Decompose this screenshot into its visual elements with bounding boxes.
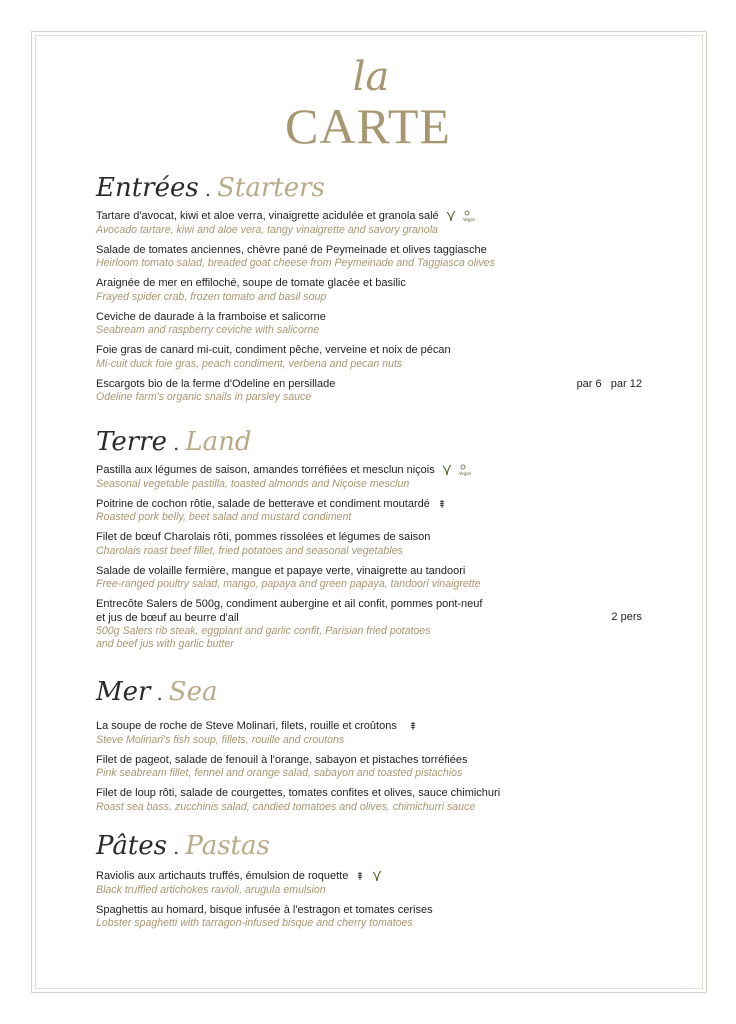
item-name-en: Steve Molinari's fish soup, fillets, rouille and croutons (96, 733, 345, 746)
menu-item (96, 498, 656, 525)
item-name-fr: Escargots bio de la ferme d'Odeline en persillade (96, 377, 336, 390)
item-name-fr: Raviolis aux artichauts truffés, émulsion de roquette (96, 870, 656, 884)
vegan-badge-label: Vegan (462, 217, 475, 223)
menu-item (96, 565, 656, 592)
menu-item (96, 904, 656, 931)
item-name-en: Free-ranged poultry salad, mango, papaya and green papaya, tandoori vinaigrette (96, 578, 481, 590)
menu-item (96, 720, 656, 747)
section-sea (96, 672, 656, 821)
section-land (96, 422, 656, 658)
section-title-en: Starters (217, 173, 325, 203)
menu-item (96, 277, 656, 304)
vegetarian-leaf-icon (446, 210, 456, 222)
gluten-wheat-icon (355, 871, 365, 881)
menu-item (96, 598, 656, 651)
item-price: 2 pers (611, 611, 642, 623)
menu-item (96, 754, 656, 781)
section-separator: . (173, 835, 180, 859)
vegan-badge-icon (459, 464, 471, 476)
item-name-en: Avocado tartare, kiwi and aloe vera, tangy vinaigrette and savory granola (96, 223, 438, 236)
section-heading (96, 826, 656, 870)
item-name-fr: Filet de pageot, salade de fenouil à l'orange, sabayon et pistaches torréfiées (96, 753, 468, 766)
section-title-fr: Terre (96, 427, 167, 457)
item-name-fr: La soupe de roche de Steve Molinari, filets, rouille et croûtons (96, 720, 656, 734)
item-name-en: Roasted pork belly, beet salad and mustard condiment (96, 511, 352, 523)
menu-item (96, 210, 656, 237)
item-name-fr: Araignée de mer en effiloché, soupe de tomate glacée et basilic (96, 277, 406, 289)
section-separator: . (204, 177, 212, 201)
item-name-en: Pink seabream fillet, fennel and orange salad, sabayon and toasted pistachios (96, 767, 463, 779)
menu-item (96, 870, 656, 897)
section-title-en: Land (185, 427, 252, 457)
section-heading (96, 422, 656, 464)
vegetarian-leaf-icon (372, 870, 382, 882)
item-name-en: Seasonal vegetable pastilla, toasted almonds and Niçoise mesclun (96, 477, 410, 490)
item-name-en: Black truffled artichokes ravioli, arugula emulsion (96, 883, 326, 896)
item-name-en: Frayed spider crab, frozen tomato and basil soup (96, 290, 327, 303)
section-heading (96, 168, 656, 210)
item-name-fr: Pastilla aux légumes de saison, amandes torréfiées et mesclun niçois Vegan (96, 464, 471, 477)
item-name-en: Odeline farm's organic snails in parsley sauce (96, 391, 312, 403)
item-name-en: Charolais roast beef fillet, fried potatoes and seasonal vegetables (96, 544, 403, 557)
vegan-badge-label: Vegan (458, 471, 471, 477)
gluten-wheat-icon (437, 499, 447, 509)
section-title-fr: Mer (96, 677, 151, 707)
section-pastas (96, 826, 656, 937)
section-title-fr: Entrées (96, 173, 199, 203)
item-name-fr: Poitrine de cochon rôtie, salade de betterave et condiment moutardé (96, 498, 656, 512)
item-price: par 6 par 12 (576, 377, 642, 390)
item-name-en: Mi-cuit duck foie gras, peach condiment, verbena and pecan nuts (96, 357, 403, 370)
menu-item (96, 244, 656, 271)
menu-item (96, 464, 656, 491)
item-name-en: Roast sea bass, zucchinis salad, candied tomatoes and olives, chimichurri sauce (96, 800, 476, 813)
item-name-fr: Ceviche de daurade à la framboise et salicorne (96, 310, 326, 323)
item-name-fr: Foie gras de canard mi-cuit, condiment pêche, verveine et noix de pécan (96, 344, 451, 356)
menu-item (96, 787, 656, 814)
section-title-en: Pastas (185, 831, 270, 861)
section-separator: . (156, 681, 163, 705)
item-name-en: Lobster spaghetti with tarragon-infused bisque and cherry tomatoes (96, 917, 413, 929)
title-la: la (352, 54, 390, 100)
section-title-fr: Pâtes (96, 831, 168, 861)
item-name-fr: Salade de tomates anciennes, chèvre pané de Peymeinade et olives taggiasche (96, 243, 487, 256)
section-heading (96, 672, 656, 720)
vegetarian-leaf-icon (442, 464, 452, 476)
title-carte: CARTE (285, 98, 451, 154)
item-name-en: Heirloom tomato salad, breaded goat cheese from Peymeinade and Taggiasca olives (96, 257, 495, 269)
item-name-fr: Filet de loup rôti, salade de courgettes, tomates confites et olives, sauce chimichuri (96, 787, 501, 799)
item-name-fr: Filet de bœuf Charolais rôti, pommes rissolées et légumes de saison (96, 531, 431, 543)
item-name-fr: Tartare d'avocat, kiwi et aloe verra, vinaigrette acidulée et granola salé Vegan (96, 210, 475, 223)
section-title-en: Sea (168, 677, 218, 707)
gluten-wheat-icon (408, 721, 418, 731)
item-name-en-cont: and beef jus with garlic butter (96, 638, 234, 650)
vegan-badge-icon (463, 210, 475, 222)
menu-item (96, 378, 656, 405)
menu-item (96, 344, 656, 371)
item-name-fr: Spaghettis au homard, bisque infusée à l'estragon et tomates cerises (96, 903, 433, 916)
item-name-fr: Entrecôte Salers de 500g, condiment aubergine et ail confit, pommes pont-neuf (96, 598, 483, 610)
item-name-en: Seabream and raspberry ceviche with salicorne (96, 324, 320, 336)
item-name-en: 500g Salers rib steak, eggplant and garlic confit, Parisian fried potatoes (96, 625, 431, 637)
menu-item (96, 311, 656, 338)
menu-item (96, 531, 656, 558)
section-starters (96, 168, 656, 411)
section-separator: . (172, 431, 180, 455)
item-name-fr: Salade de volaille fermière, mangue et papaye verte, vinaigrette au tandoori (96, 564, 466, 577)
item-name-fr-cont: et jus de bœuf au beurre d'ail (96, 611, 239, 624)
